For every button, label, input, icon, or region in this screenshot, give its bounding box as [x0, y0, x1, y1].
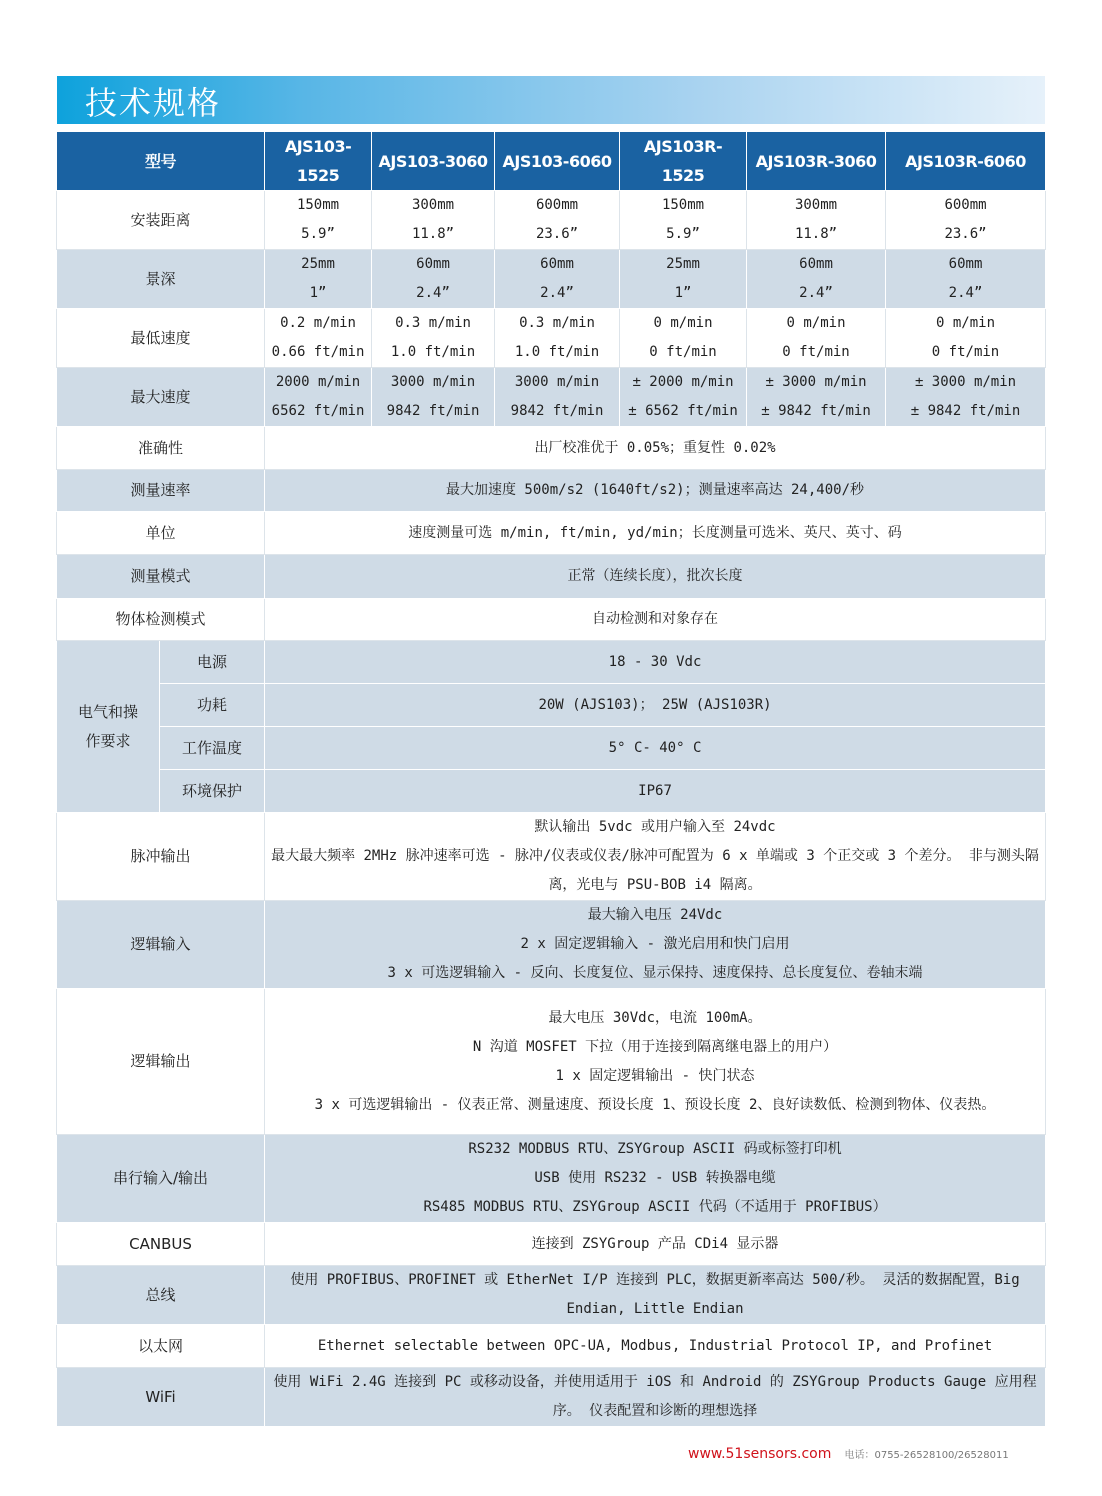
- cell-line: 最大电压 30Vdc，电流 100mA。: [548, 1009, 762, 1026]
- cell-line: 0 ft/min: [931, 344, 1000, 360]
- cell-line: RS232 MODBUS RTU、ZSYGroup ASCII 码或标签打印机: [468, 1141, 842, 1157]
- cell-line: 0 m/min: [653, 315, 713, 331]
- spec-value: [265, 599, 1046, 641]
- spec-cell: [372, 368, 495, 427]
- spec-cell: [747, 368, 886, 427]
- electrical-row: [57, 727, 1046, 770]
- cell-line: 25mm: [301, 256, 335, 272]
- spec-cell: [495, 250, 620, 309]
- cell-line: 300mm: [794, 197, 838, 213]
- header-model: AJS103R-6060: [886, 132, 1046, 191]
- row-label: 环境保护: [160, 770, 265, 813]
- cell-line: 0 m/min: [936, 315, 996, 331]
- cell-line: 默认输出 5vdc 或用户输入至 24vdc: [534, 819, 776, 835]
- cell-line: 自动检测和对象存在: [592, 611, 719, 627]
- cell-line: 出厂校准优于 0.05%；重复性 0.02%: [534, 439, 776, 456]
- cell-line: ± 9842 ft/min: [761, 403, 871, 419]
- cell-line: RS485 MODBUS RTU、ZSYGroup ASCII 代码（不适用于 PROFIBUS）: [423, 1199, 887, 1215]
- cell-line: 3 x 可选逻辑输出 - 仪表正常、测量速度、预设长度 1、预设长度 2、良好读数低、检测到物体、仪表热。: [314, 1096, 996, 1113]
- row-label: 串行输入/输出: [57, 1135, 265, 1223]
- row-label: 最大速度: [57, 368, 265, 427]
- cell-line: 2.4”: [416, 285, 450, 301]
- spec-cell: [886, 250, 1046, 309]
- footer: [688, 1443, 1009, 1462]
- cell-line: 9842 ft/min: [386, 403, 480, 419]
- row-label: 最低速度: [57, 309, 265, 368]
- cell-line: 0.3 m/min: [519, 315, 595, 331]
- website-link[interactable]: www.51sensors.com: [688, 1446, 832, 1462]
- cell-line: 1”: [309, 285, 327, 301]
- cell-line: 2.4”: [799, 285, 833, 301]
- cell-line: 150mm: [661, 197, 705, 213]
- cell-line: 使用 WiFi 2.4G 连接到 PC 或移动设备，并使用适用于 iOS 和 Android 的 ZSYGroup Products Gauge 应用程序。 仪表配置和诊断的理想选择: [273, 1374, 1037, 1419]
- cell-line: 2000 m/min: [275, 374, 361, 390]
- cell-line: 作要求: [85, 731, 131, 750]
- spec-value: [265, 901, 1046, 989]
- row-label: WiFi: [57, 1368, 265, 1427]
- phone-number: 电话：0755-26528100/26528011: [844, 1450, 1009, 1461]
- cell-line: 使用 PROFIBUS、PROFINET 或 EtherNet I/P 连接到 PLC，数据更新率高达 500/秒。 灵活的数据配置，Big Endian, Little Endian: [290, 1272, 1020, 1317]
- spec-value: [265, 1223, 1046, 1266]
- table-row: [57, 1135, 1046, 1223]
- row-label: 安装距离: [57, 191, 265, 250]
- spec-cell: [620, 309, 747, 368]
- spec-table: [56, 131, 1046, 1427]
- cell-line: 9842 ft/min: [510, 403, 604, 419]
- table-row: [57, 1223, 1046, 1266]
- table-row: [57, 989, 1046, 1135]
- cell-line: 最大最大频率 2MHz 脉冲速率可选 - 脉冲/仪表或仪表/脉冲可配置为 6 x 单端或 3 个正交或 3 个差分。 非与测头隔离，光电与 PSU-BOB i4 隔离。: [271, 848, 1039, 893]
- cell-line: 0.66 ft/min: [271, 344, 365, 360]
- cell-line: 1”: [674, 285, 692, 301]
- spec-cell: [265, 250, 372, 309]
- cell-line: ± 6562 ft/min: [628, 403, 738, 419]
- table-row: [57, 250, 1046, 309]
- cell-line: 5.9”: [666, 226, 700, 242]
- cell-line: 正常（连续长度），批次长度: [567, 568, 743, 584]
- cell-line: USB 使用 RS232 - USB 转换器电缆: [534, 1170, 776, 1186]
- spec-cell: [265, 368, 372, 427]
- spec-cell: [620, 250, 747, 309]
- header-model: AJS103-6060: [495, 132, 620, 191]
- spec-cell: [747, 191, 886, 250]
- cell-line: 速度测量可选 m/min, ft/min, yd/min；长度测量可选米、英尺、英寸、码: [408, 524, 902, 541]
- cell-line: ± 9842 ft/min: [910, 403, 1021, 419]
- cell-line: 3000 m/min: [514, 374, 600, 390]
- table-row: [57, 555, 1046, 599]
- table-row: [57, 599, 1046, 641]
- cell-line: 最大输入电压 24Vdc: [587, 907, 723, 923]
- cell-line: 23.6”: [944, 226, 987, 242]
- cell-line: ± 2000 m/min: [632, 374, 734, 390]
- spec-value: [265, 512, 1046, 555]
- spec-value: IP67: [265, 770, 1046, 813]
- cell-line: 1 x 固定逻辑输出 - 快门状态: [555, 1067, 755, 1084]
- cell-line: ± 3000 m/min: [914, 374, 1017, 390]
- cell-line: 300mm: [411, 197, 455, 213]
- cell-line: 6562 ft/min: [271, 403, 365, 419]
- cell-line: 0 m/min: [786, 315, 846, 331]
- cell-line: 2 x 固定逻辑输入 - 激光启用和快门启用: [520, 936, 790, 952]
- row-label: 景深: [57, 250, 265, 309]
- cell-line: 最大加速度 500m/s2 (1640ft/s2)；测量速率高达 24,400/秒: [446, 482, 865, 498]
- row-label: 测量速率: [57, 470, 265, 512]
- cell-line: 2.4”: [540, 285, 574, 301]
- table-row: [57, 1368, 1046, 1427]
- cell-line: 1.0 ft/min: [514, 344, 600, 360]
- table-row: [57, 1325, 1046, 1368]
- spec-cell: [747, 250, 886, 309]
- spec-value: [265, 427, 1046, 470]
- cell-line: 3 x 可选逻辑输入 - 反向、长度复位、显示保持、速度保持、总长度复位、卷轴末端: [387, 965, 923, 981]
- spec-cell: [495, 368, 620, 427]
- row-label: 单位: [57, 512, 265, 555]
- row-label: 工作温度: [160, 727, 265, 770]
- cell-line: 0 ft/min: [649, 344, 717, 360]
- cell-line: 0.3 m/min: [395, 315, 471, 331]
- cell-line: ± 3000 m/min: [765, 374, 867, 390]
- page-title: 技术规格: [85, 84, 222, 122]
- spec-cell: [886, 309, 1046, 368]
- row-label: 脉冲输出: [57, 813, 265, 901]
- header-model: AJS103R-1525: [620, 132, 747, 191]
- spec-cell: [265, 309, 372, 368]
- spec-cell: [886, 191, 1046, 250]
- cell-line: 600mm: [944, 197, 987, 213]
- electrical-row: [57, 641, 1046, 684]
- spec-cell: [265, 191, 372, 250]
- spec-value: [265, 989, 1046, 1135]
- spec-cell: [372, 309, 495, 368]
- spec-value: 5° C- 40° C: [265, 727, 1046, 770]
- spec-value: 18 - 30 Vdc: [265, 641, 1046, 684]
- row-label: 逻辑输入: [57, 901, 265, 989]
- row-label: 功耗: [160, 684, 265, 727]
- spec-value: [265, 1325, 1046, 1368]
- spec-value: [265, 1266, 1046, 1325]
- table-row: [57, 1266, 1046, 1325]
- cell-line: 1.0 ft/min: [390, 344, 476, 360]
- header-row: [57, 132, 1046, 191]
- cell-line: 3000 m/min: [390, 374, 476, 390]
- spec-value: [265, 1368, 1046, 1427]
- electrical-group-label: [57, 641, 160, 813]
- spec-value: [265, 813, 1046, 901]
- row-label: 物体检测模式: [57, 599, 265, 641]
- cell-line: 5.9”: [301, 226, 335, 242]
- cell-line: 150mm: [296, 197, 340, 213]
- spec-value: [265, 1135, 1046, 1223]
- cell-line: 60mm: [416, 256, 450, 272]
- row-label: 准确性: [57, 427, 265, 470]
- spec-value: [265, 555, 1046, 599]
- spec-cell: [372, 191, 495, 250]
- spec-cell: [495, 309, 620, 368]
- cell-line: Ethernet selectable between OPC-UA, Modbus, Industrial Protocol IP, and Profinet: [317, 1337, 993, 1354]
- cell-line: 0.2 m/min: [280, 315, 356, 331]
- row-label: 测量模式: [57, 555, 265, 599]
- spec-cell: [372, 250, 495, 309]
- header-model: AJS103-3060: [372, 132, 495, 191]
- row-label: 总线: [57, 1266, 265, 1325]
- electrical-row: [57, 770, 1046, 813]
- table-row: [57, 470, 1046, 512]
- header-model: AJS103R-3060: [747, 132, 886, 191]
- table-row: [57, 512, 1046, 555]
- table-row: [57, 191, 1046, 250]
- row-label: 电源: [160, 641, 265, 684]
- spec-value: 20W (AJS103)； 25W (AJS103R): [265, 684, 1046, 727]
- table-row: [57, 901, 1046, 989]
- row-label: CANBUS: [57, 1223, 265, 1266]
- spec-cell: [620, 368, 747, 427]
- table-row: [57, 813, 1046, 901]
- spec-cell: [747, 309, 886, 368]
- cell-line: 0 ft/min: [782, 344, 850, 360]
- spec-cell: [495, 191, 620, 250]
- table-row: [57, 309, 1046, 368]
- cell-line: 60mm: [948, 256, 983, 272]
- cell-line: 连接到 ZSYGroup 产品 CDi4 显示器: [531, 1235, 779, 1252]
- electrical-row: [57, 684, 1046, 727]
- spec-cell: [886, 368, 1046, 427]
- cell-line: 2.4”: [948, 285, 983, 301]
- cell-line: 25mm: [666, 256, 700, 272]
- cell-line: 60mm: [540, 256, 574, 272]
- cell-line: 600mm: [535, 197, 579, 213]
- header-model-label: 型号: [57, 132, 265, 191]
- table-row: [57, 368, 1046, 427]
- header-model: AJS103-1525: [265, 132, 372, 191]
- spec-value: [265, 470, 1046, 512]
- cell-line: 23.6”: [535, 226, 579, 242]
- row-label: 逻辑输出: [57, 989, 265, 1135]
- cell-line: 电气和操: [77, 702, 138, 721]
- cell-line: N 沟道 MOSFET 下拉（用于连接到隔离继电器上的用户）: [472, 1038, 838, 1055]
- table-row: [57, 427, 1046, 470]
- row-label: 以太网: [57, 1325, 265, 1368]
- title-banner: [57, 76, 1045, 124]
- spec-cell: [620, 191, 747, 250]
- cell-line: 11.8”: [411, 226, 455, 242]
- cell-line: 60mm: [799, 256, 833, 272]
- cell-line: 11.8”: [794, 226, 838, 242]
